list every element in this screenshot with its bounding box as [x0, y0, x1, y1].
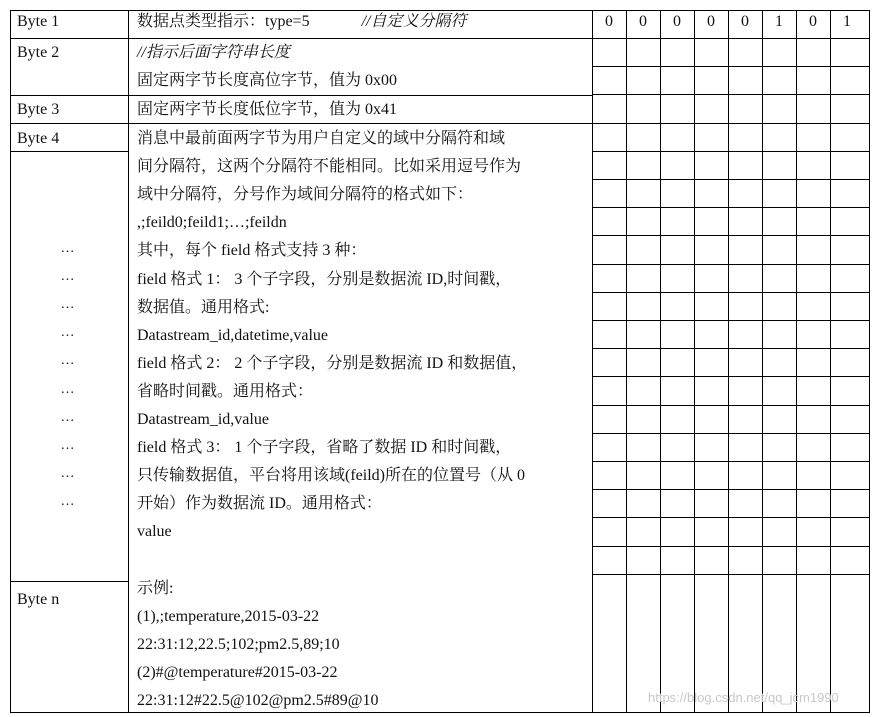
byte4-line: 域中分隔符，分号作为域间分隔符的格式如下： [137, 186, 474, 204]
byte4-line: value [137, 523, 172, 541]
byte4-line: 22:31:12#22.5@102@pm2.5#89@10 [137, 692, 379, 709]
bit-2: 1 [775, 13, 783, 30]
table-border-left [10, 10, 11, 712]
column-divider-label [128, 10, 129, 712]
ellipsis-mark: … [60, 241, 76, 256]
ellipsis-mark: … [60, 381, 76, 397]
bit-grid-row-line [592, 207, 870, 208]
byte4-line: 间分隔符，这两个分隔符不能相同。比如采用逗号作为 [137, 158, 522, 176]
byte4-line: ,;feild0;feild1;…;feildn [137, 214, 287, 232]
byte4-line: Datastream_id,datetime,value [137, 326, 329, 344]
bit-grid-row-line [592, 517, 870, 518]
row-divider-byte2 [10, 95, 592, 96]
bit-grid-row-line [592, 38, 870, 39]
bit-grid-row-line [592, 123, 870, 124]
ellipsis-mark: … [60, 269, 76, 285]
byte4-line: Datastream_id,value [137, 411, 269, 428]
ellipsis-mark: … [60, 465, 76, 481]
byte4-line: 示例: [137, 579, 174, 597]
table-border-right [869, 10, 870, 712]
byte1-description [137, 12, 466, 32]
bit-grid-row-line [592, 235, 870, 236]
byte2-label: Byte 2 [17, 44, 60, 61]
byte3-label: Byte 3 [17, 101, 60, 118]
byte4-line: 开始）作为数据流 ID。通用格式： [137, 495, 382, 513]
bit-0: 1 [843, 13, 851, 30]
byte4-label: Byte 4 [17, 130, 60, 147]
bit-grid-row-line [592, 179, 870, 180]
byte1-desc-comment: //自定义分隔符 [361, 13, 467, 30]
column-divider-bit-2 [660, 10, 661, 712]
column-divider-bit-7 [830, 10, 831, 712]
watermark: https://blog.csdn.net/qq_jcm1990 [648, 690, 839, 705]
bit-grid-row-line [592, 433, 870, 434]
column-divider-bit-1 [626, 10, 627, 712]
bit-5: 0 [673, 13, 681, 30]
bit-6: 0 [639, 13, 647, 30]
ellipsis-mark: … [60, 325, 76, 341]
column-divider-bit-6 [796, 10, 797, 712]
bit-grid-row-line [592, 151, 870, 152]
byte4-line: 消息中最前面两字节为用户自定义的域中分隔符和域 [137, 130, 506, 147]
row-divider-byte4-label [10, 151, 128, 152]
byte1-desc-main: 数据点类型指示：type=5 [137, 13, 310, 30]
table-border-bottom [10, 712, 870, 713]
bit-1: 0 [809, 13, 817, 30]
bit-7: 0 [605, 13, 613, 30]
column-divider-bit-5 [762, 10, 763, 712]
bit-grid-row-line [592, 405, 870, 406]
byte4-line: 其中，每个 field 格式支持 3 种： [137, 242, 367, 260]
byte4-line: 只传输数据值，平台将用该域(feild)所在的位置号（从 0 [137, 467, 525, 485]
protocol-table [10, 10, 870, 712]
ellipsis-mark: … [60, 437, 76, 453]
bit-grid-row-line [592, 94, 870, 95]
ellipsis-mark: … [60, 409, 76, 425]
column-divider-bit-0 [592, 10, 593, 712]
bit-grid-row-line [592, 292, 870, 293]
bit-grid-row-line [592, 66, 870, 67]
byte2-comment: //指示后面字符串长度 [137, 44, 290, 61]
byte4-line: field 格式 3： 1 个子字段，省略了数据 ID 和时间戳， [137, 439, 512, 457]
byte4-line: 数据值。通用格式: [137, 298, 270, 316]
byte4-line: (1),;temperature,2015-03-22 [137, 607, 320, 625]
ellipsis-mark: … [60, 493, 76, 509]
bit-4: 0 [707, 13, 715, 30]
bit-grid-row-line [592, 320, 870, 321]
byten-label: Byte n [17, 591, 60, 608]
byte4-line: (2)#@temperature#2015-03-22 [137, 663, 338, 681]
bit-grid-row-line [592, 264, 870, 265]
byte4-line: field 格式 2： 2 个子字段，分别是数据流 ID 和数据值， [137, 354, 528, 372]
bit-grid-row-line [592, 348, 870, 349]
table-border-top [10, 10, 870, 11]
ellipsis-mark: … [60, 297, 76, 313]
bit-grid-row-line [592, 546, 870, 547]
bit-grid-row-line [592, 489, 870, 490]
column-divider-bit-4 [728, 10, 729, 712]
bit-grid-row-line [592, 574, 870, 575]
column-divider-bit-3 [694, 10, 695, 712]
bit-grid-row-line [592, 461, 870, 462]
bit-3: 0 [741, 13, 749, 30]
byte2-description: 固定两字节长度高位字节，值为 0x00 [137, 72, 398, 89]
row-divider-byten-label [10, 581, 128, 582]
byte4-line: 省略时间戳。通用格式： [137, 382, 314, 400]
bit-grid-row-line [592, 376, 870, 377]
ellipsis-mark: … [60, 353, 76, 369]
byte1-label: Byte 1 [17, 13, 60, 30]
row-divider-byte3 [10, 123, 592, 124]
byte4-line: 22:31:12,22.5;102;pm2.5,89;10 [137, 635, 340, 653]
byte3-description: 固定两字节长度低位字节，值为 0x41 [137, 101, 398, 118]
row-divider-byte1 [10, 38, 592, 39]
byte4-line: field 格式 1： 3 个子字段，分别是数据流 ID,时间戳， [137, 270, 512, 288]
